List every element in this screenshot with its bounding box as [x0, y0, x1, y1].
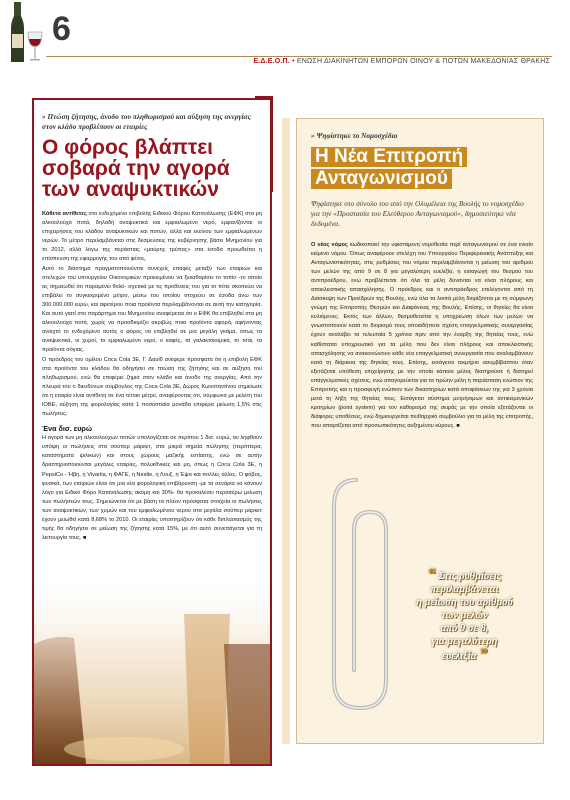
- paperclip-icon: [326, 470, 396, 720]
- pull-quote-line: η μείωση του αριθμού: [416, 597, 513, 608]
- pull-quote-line: των μελών: [441, 610, 488, 621]
- lead-marker: »: [42, 112, 46, 121]
- paragraph: [42, 265, 262, 356]
- pull-quote-line: ευελιξία: [441, 651, 477, 662]
- organization-acronym: Ε.Δ.Ε.Ο.Π.: [253, 58, 290, 65]
- paragraph: [42, 356, 262, 420]
- right-title-line: Η Νέα Επιτροπή: [311, 147, 467, 167]
- quote-open-mark: “: [427, 566, 436, 583]
- paragraph-text: κωδικοποιεί την υφιστάμενη νομοθεσία περί ανταγωνισμού σε ένα ενιαίο κείμενο νόμου. Όπως αναφέρουν στελέχη του Υπουργείου Περιφερειακής Ανάπτυξης και Ανταγωνιστικότητας, στις ρυθμίσεις του νόμου περιλαμβάνονται η μείωση του αριθμού των μελών της από 9 σε 8 για μεγαλύτερη ευελιξία, η εισαγωγή του θεσμού του αντιπροέδρου, ενώ προβλέπεται ότι όλα τα μέλη δύνανται να είναι πλήρους και αποκλειστικής απασχόλησης. Ο πρόεδρος και ο αντιπρόεδρος επιλέγονται από τη Διάσκεψη των Προέδρων της Βουλής, ενώ όλα τα λοιπά μέλη διορίζονται με τη σύμφωνη γνώμη της Επιτροπής Θεσμών και Διαφάνειας της Βουλής. Επίσης, οι θητείες θα είναι κυλιόμενες. Εκτός των άλλων, θεσμοθετείται η υποχρέωση όλων των μελών να γνωστοποιούν κατά το διορισμό τους οποιαδήποτε σχέση επαγγελματικής συνεργασίας έχουν αναλάβει τα τελευταία 5 χρόνια πριν από την έναρξη της θητείας τους, ενώ καθίσταται υποχρεωτικό για τα μέλη που δεν είναι πλήρους και αποκλειστικής απασχόλησης να ανακοινώνουν κάθε νέα επαγγελματική συνεργασία που αναλαμβάνουν κατά τη διάρκεια της θητείας τους. Επίσης, εισάγεται τεκμήριο ασυμβίβαστου όταν εξετάζεται υπόθεση επιχείρησης με την οποία κάποιο μέλος διατηρούσε ή διατηρεί επαγγελματικές σχέσεις, ενώ απαγορεύεται για τα πρώην μέλη η παράσταση ενώπιον της Επιτροπής και η προσφυγή ενώπιον των δικαστηρίων κατά αποφάσεων της για 3 χρόνια μετά τη λήξη της θητείας τους. Εισάγεται σύστημα μετρήσιμων και αντικειμενικών κριτηρίων (point system) για τον καθορισμό της σειράς με την οποία εξετάζονται οι διάφορες υποθέσεις, ενώ δημιουργείται πειθαρχικό συμβούλιο για τα μέλη της επιτροπής, που απαρτίζεται από προσωπικότητες αυξημένου κύρους.: [311, 241, 533, 430]
- left-lead: [42, 112, 262, 131]
- paragraph: [42, 210, 262, 265]
- lead-marker: »: [311, 131, 315, 140]
- left-lead-text: Πτώση ζήτησης, άνοδο του πληθωρισμού και αύξηση της ανεργίας στον κλάδο προβλέπουν οι εταιρίες: [42, 112, 251, 131]
- header-separator: •: [292, 58, 295, 65]
- right-accent-bar: [282, 118, 290, 744]
- page-number: 6: [52, 10, 71, 48]
- paragraph-lead-bold: Κάθετα αντίθετες: [42, 211, 87, 217]
- paragraph-text: στο ενδεχόμενο επιβολής Ειδικού Φόρου Κατανάλωσης (ΕΦΚ) στα μη αλκοολούχα ποτά, δηλαδή αναψυκτικά και εμφιαλωμένο νερό, εμφανίζονται οι επιχειρήσεις του κλάδου αναψυκτικών και ποτών, αλλά και εκείνου των εμφιαλωμένων νερών. Το μέτρο περιλαμβάνεται στις δεσμεύσεις της κυβέρνησης βάσει Μνημονίου για το 2012, αλλά λόγω της περάστιας «μαύρης τρύπας» στα έσοδα προωθείται η επίσπευση της εφαρμογής του από φέτος.: [42, 211, 263, 263]
- organization-subtitle: ΕΝΩΣΗ ΔΙΑΚΙΝΗΤΩΝ ΕΜΠΟΡΩΝ ΟΙΝΟΥ & ΠΟΤΩΝ ΜΑΚΕΔΟΝΙΑΣ ΘΡΑΚΗΣ: [296, 58, 550, 65]
- pull-quote-line: Στις ρυθμίσεις: [438, 571, 502, 582]
- paragraph: [42, 434, 262, 543]
- quote-close-mark: ”: [479, 646, 488, 663]
- end-mark: ■: [82, 535, 87, 542]
- pull-quote-line: για μεγαλύτερη: [431, 636, 498, 647]
- left-title: Ο φόρος βλάπτει σοβαρά την αγορά των αναψυκτικών: [42, 136, 230, 201]
- pull-quote: [392, 568, 537, 663]
- header-rule: [46, 56, 552, 57]
- left-article: [32, 98, 272, 766]
- right-title-line: Ανταγωνισμού: [311, 169, 452, 189]
- right-title: [311, 147, 533, 191]
- paragraph-text: Ο πρόεδρος του ομίλου Coca Cola 3Ε, Γ. Δαυίδ ανέφερε πρόσφατα ότι η επιβολή ΕΦΚ στα προϊόντα του κλάδου θα οδηγήσει σε πτώση της ζήτησης και σε αύξηση του πληθωρισμού, ενώ θα επιφέρει ζημιά στον κλάδο και άνοδο της ανεργίας. Από την πλευρά του ο διευθύνων σύμβουλος της Coca Cola 3Ε, Δώρος Κωνσταντίνου σημείωσε ότι η εταιρία είναι αντίθετη σε ένα τέτοιο μέτρο, αναφέροντας ότι, σύμφωνα με μελέτη του ΙΟΒΕ, αύξηση της φορολογίας κατά 1 ποσοστιαία μονάδα επιφέρει μείωση 1,5% στις πωλήσεις.: [42, 356, 262, 418]
- paragraph: [311, 241, 533, 432]
- right-lead: [311, 131, 533, 141]
- wine-bottle-glass-icon: [6, 2, 46, 64]
- right-intro: Ψηφίστηκε στο σύνολο του από την Ολομέλεια της Βουλής το νομοσχέδιο για την «Προστασία του Ελεύθερου Ανταγωνισμού», δημοσιεύτηκε νέα δεδομένα.: [311, 198, 524, 228]
- pull-quote-line: από 9 σε 8,: [440, 623, 489, 634]
- right-lead-text: Ψηφίστηκε το Νομοσχέδιο: [316, 131, 398, 140]
- pull-quote-line: περιλαμβάνεται: [430, 584, 499, 595]
- running-header: [253, 58, 550, 65]
- paragraph-text: Η αγορά των μη αλκοολούχων ποτών υπολογίζεται σε περίπου 1 δισ. ευρώ, αν ληφθούν υπόψη οι πωλήσεις στα σούπερ μάρκετ, στα μικρά σημεία πώλησης (περίπτερα, καταστήματα ψιλικών) και στους χώρους μαζικής εστίασης, ενώ σε αυτήν δραστηριοποιούνται μεγάλες εταιρίες, πολυεθνικές και μη, όπως η Coca Cola 3Ε, η PepsiCo - Ήβη, η Vivartia, η ΦΑΓΕ, η Nestle, η Λουξ, η Έψα και πολλές άλλες. Ο φόβος, φυσικά, των εταιριών είναι ότι μια νέα φορολογική επιβάρυνση -με τα σενάρια να κάνουν λόγο για Ειδικό Φόρο Κατανάλωσης ακόμη και 30%- θα προκαλέσει περαιτέρω μείωση των πωλήσεών τους. Σημειώνεται ότι με βάση τα πλέον πρόσφατα στοιχεία οι πωλήσεις των αναψυκτικών, των χυμών και του εμφιαλωμένου νερού στα μεγάλα σούπερ μάρκετ έχουν μειωθεί κατά 8,68% το 2010. Οι εταιρίες υποστηρίζουν ότι κάθε διπλασιασμός της τιμής θα οδηγήσει σε μείωση της ζήτησης κατά 15%, με ότι αυτό συνεπάγεται για τη λειτουργία τους.: [42, 435, 262, 542]
- soft-drink-glasses-photo: [34, 574, 270, 764]
- paragraph-lead-bold: Ο νέος νόμος: [311, 241, 348, 248]
- paragraph-text: Αυτό το διάστημα πραγματοποιούνται συνεχείς επαφές μεταξύ των εταιριών και στελεχών του υπουργείου Οικονομικών προκειμένου να ξεκαθαρίσει το τοπίο -το οποίο ας σημειωθεί ότι παραμένει θολό- σχετικά με τις προθέσεις του για το πότε σκοπεύει να επιβάλει το συγκεκριμένο μέτρο, μέσω του οποίου στοχεύει σε έσοδα άνω των 300.000.000 ευρώ, και αφετέρου ποια προϊόντα περιλαμβάνονται σε αυτή την κατηγορία. Και αυτό γιατί στο παράρτημα του Μνημονίου αναφέρεται ότι ο ΕΦΚ θα επιβληθεί στα μη αλκοολούχα ποτά, χωρίς να προσδιορίζει ακριβώς ποια προϊόντα αφορά, αφήνοντας ανοιχτό το ενδεχόμενο αυτός ο φόρος να επιβληθεί σε μια μεγάλη γκάμα, όπως τα αναψυκτικά, οι χυμοί, το εμφιαλωμένο νερό, ο καφές, τα γαλακτοκομικά, το τσάι, τα προϊόντα σόγιας.: [42, 265, 262, 354]
- end-mark: ■: [456, 423, 460, 430]
- subheading: Ένα δισ. ευρώ: [42, 424, 92, 434]
